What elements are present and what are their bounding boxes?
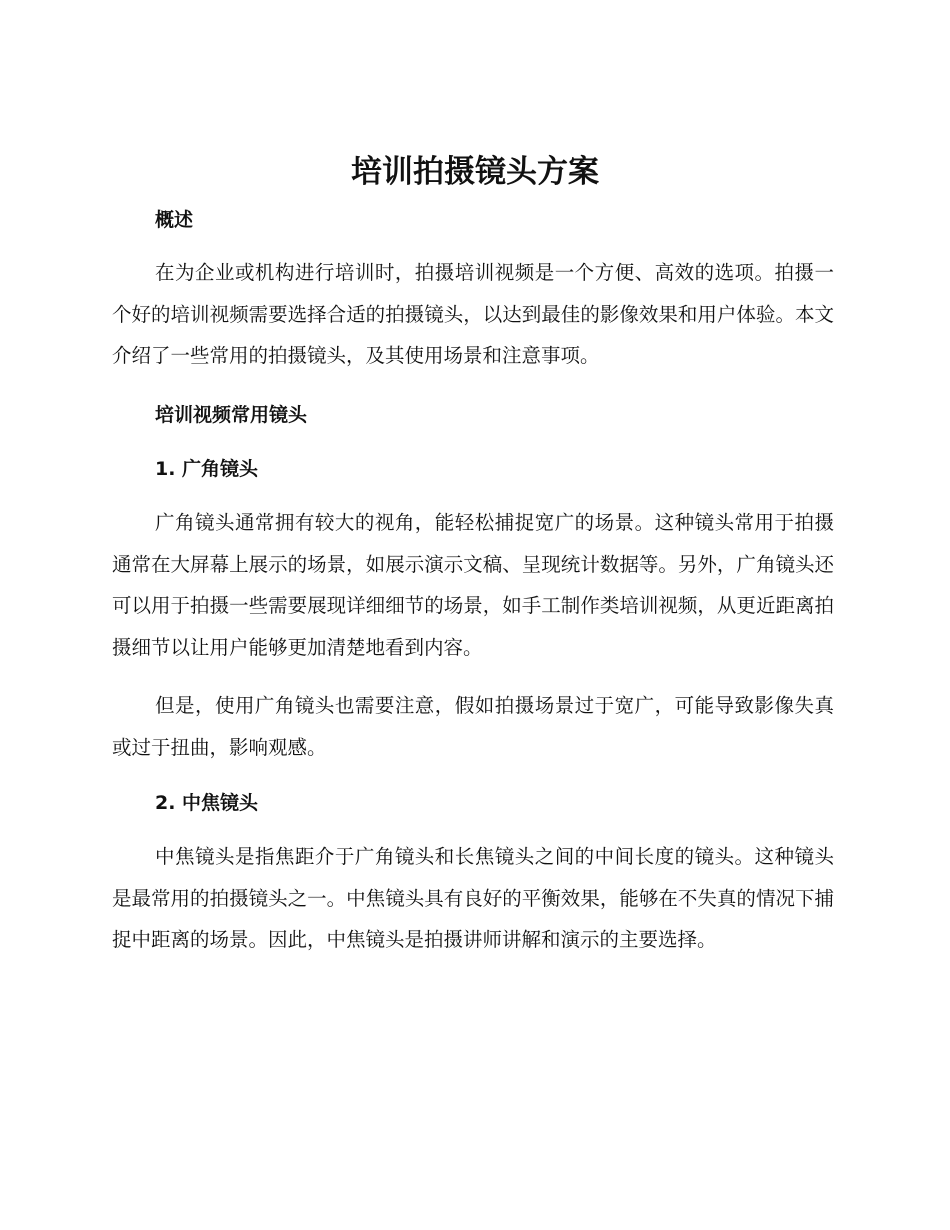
wide-angle-paragraph-1: 广角镜头通常拥有较大的视角，能轻松捕捉宽广的场景。这种镜头常用于拍摄通常在大屏幕上展示的场景，如展示演示文稿、呈现统计数据等。另外，广角镜头还可以用于拍摄一些需要展现详细细节的场景，如手工制作类培训视频，从更近距离拍摄细节以让用户能够更加清楚地看到内容。 [112,511,834,659]
document-title: 培训拍摄镜头方案 [351,154,599,190]
wide-angle-heading: 1. 广角镜头 [155,458,259,480]
overview-heading: 概述 [155,209,194,231]
overview-paragraph: 在为企业或机构进行培训时，拍摄培训视频是一个方便、高效的选项。拍摄一个好的培训视频需要选择合适的拍摄镜头，以达到最佳的影像效果和用户体验。本文介绍了一些常用的拍摄镜头，及其使用场景和注意事项。 [112,261,834,367]
medium-focal-heading: 2. 中焦镜头 [155,792,259,814]
wide-angle-paragraph-2: 但是，使用广角镜头也需要注意，假如拍摄场景过于宽广，可能导致影像失真或过于扭曲，影响观感。 [112,694,834,759]
medium-focal-paragraph: 中焦镜头是指焦距介于广角镜头和长焦镜头之间的中间长度的镜头。这种镜头是最常用的拍摄镜头之一。中焦镜头具有良好的平衡效果，能够在不失真的情况下捕捉中距离的场景。因此，中焦镜头是拍摄讲师讲解和演示的主要选择。 [112,845,834,951]
common-lens-heading: 培训视频常用镜头 [155,404,308,426]
